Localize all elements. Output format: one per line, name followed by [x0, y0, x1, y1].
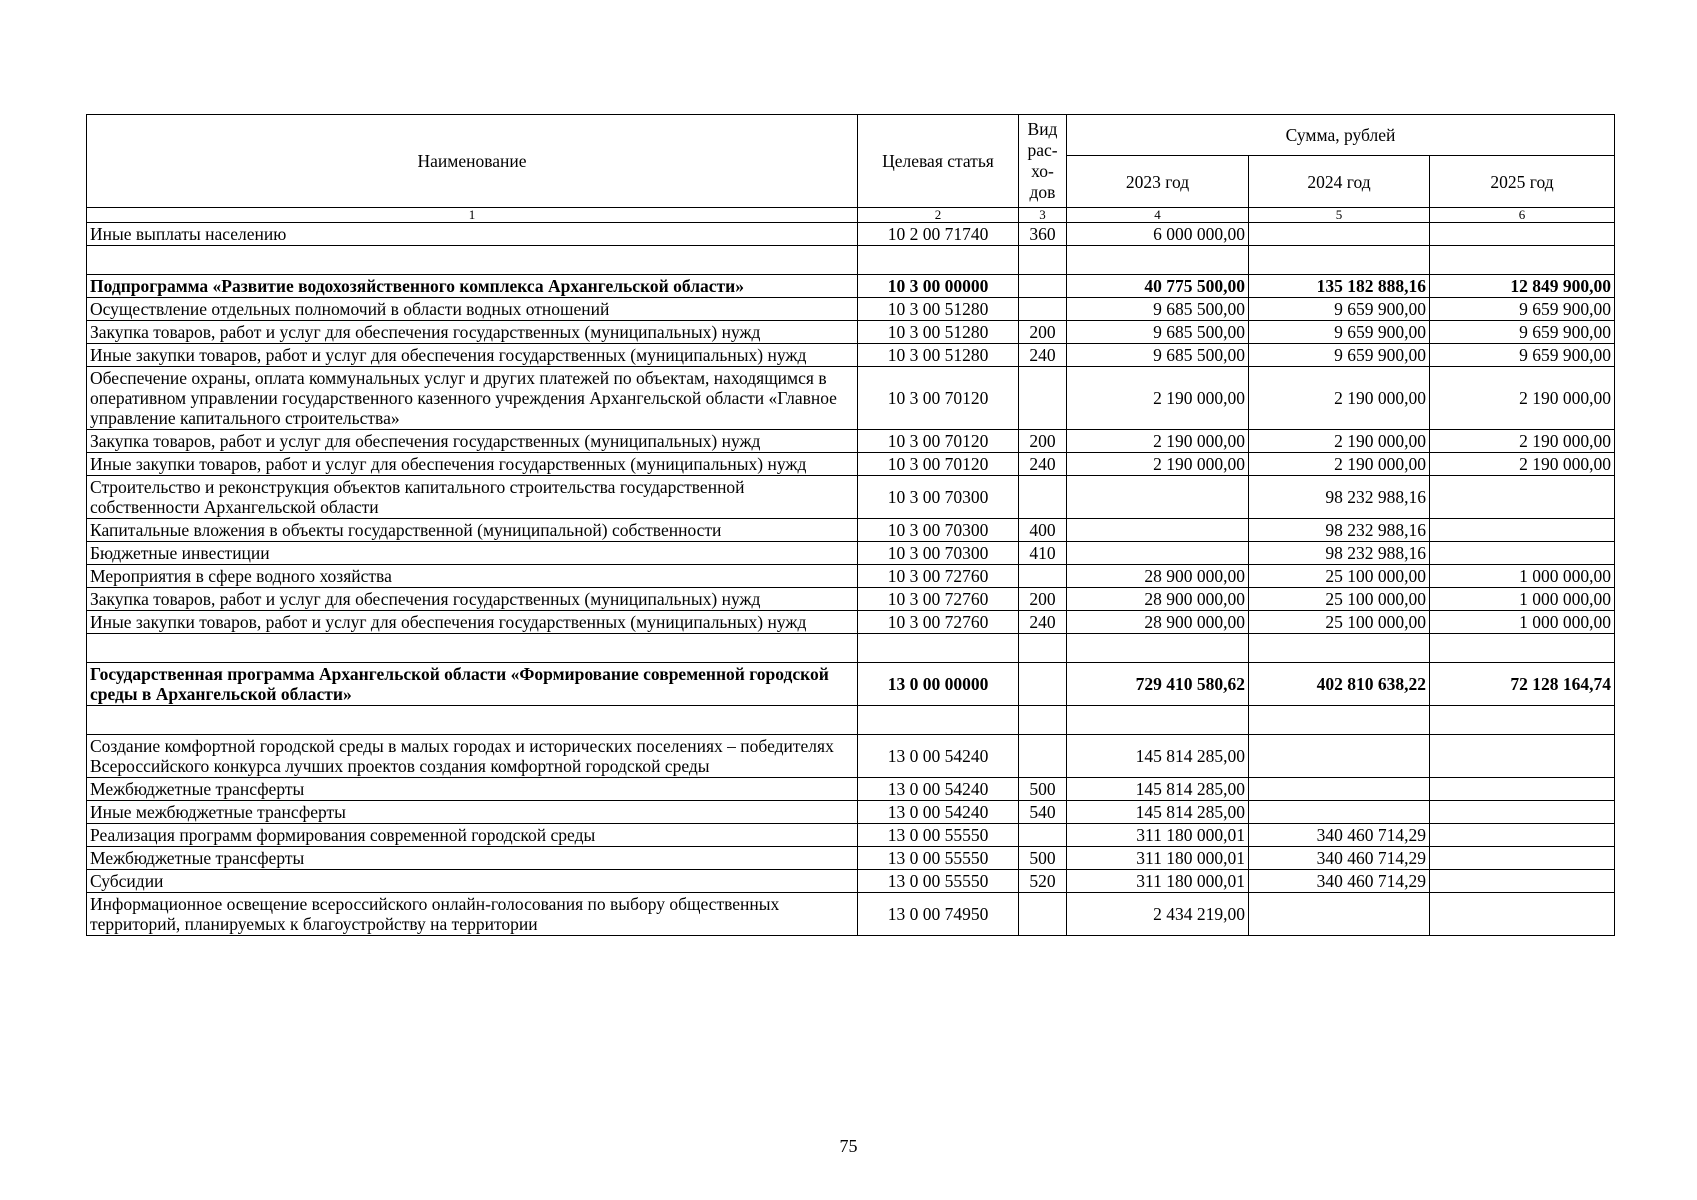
header-year-2025: 2025 год [1430, 156, 1615, 208]
cell-code: 10 3 00 70300 [858, 476, 1019, 519]
cell-code: 10 3 00 00000 [858, 275, 1019, 298]
cell-sum-2023 [1067, 476, 1249, 519]
blank-cell [858, 706, 1019, 735]
blank-row [87, 246, 1615, 275]
cell-vid [1019, 735, 1067, 778]
cell-name: Капитальные вложения в объекты государственной (муниципальной) собственности [87, 519, 858, 542]
blank-cell [1067, 634, 1249, 663]
table-row [87, 367, 1615, 430]
cell-name: Подпрограмма «Развитие водохозяйственного комплекса Архангельской области» [87, 275, 858, 298]
cell-sum-2025: 1 000 000,00 [1430, 611, 1615, 634]
table-row [87, 565, 1615, 588]
header-code: Целевая статья [858, 115, 1019, 208]
column-number: 3 [1019, 208, 1067, 223]
cell-sum-2024: 98 232 988,16 [1249, 476, 1430, 519]
cell-sum-2023: 28 900 000,00 [1067, 588, 1249, 611]
cell-sum-2023: 311 180 000,01 [1067, 847, 1249, 870]
cell-code: 10 3 00 72760 [858, 611, 1019, 634]
cell-name: Иные выплаты населению [87, 223, 858, 246]
cell-sum-2023: 9 685 500,00 [1067, 298, 1249, 321]
cell-code: 10 3 00 51280 [858, 344, 1019, 367]
header-vid-line: хо- [1031, 161, 1054, 181]
blank-row [87, 634, 1615, 663]
cell-sum-2024: 340 460 714,29 [1249, 824, 1430, 847]
cell-vid [1019, 298, 1067, 321]
cell-sum-2024 [1249, 801, 1430, 824]
cell-code: 10 3 00 51280 [858, 298, 1019, 321]
table-row [87, 735, 1615, 778]
table-row [87, 476, 1615, 519]
cell-vid [1019, 565, 1067, 588]
blank-cell [1249, 634, 1430, 663]
cell-sum-2024: 2 190 000,00 [1249, 367, 1430, 430]
header-vid-line: рас- [1027, 140, 1058, 160]
cell-name: Закупка товаров, работ и услуг для обеспечения государственных (муниципальных) нужд [87, 430, 858, 453]
cell-vid [1019, 824, 1067, 847]
cell-vid: 240 [1019, 453, 1067, 476]
cell-vid [1019, 663, 1067, 706]
cell-sum-2023: 2 434 219,00 [1067, 893, 1249, 936]
cell-sum-2023: 40 775 500,00 [1067, 275, 1249, 298]
column-number: 5 [1249, 208, 1430, 223]
cell-vid [1019, 367, 1067, 430]
cell-vid [1019, 476, 1067, 519]
cell-name: Создание комфортной городской среды в малых городах и исторических поселениях – победителях Всероссийского конкурса лучших проектов создания комфортной городской среды [87, 735, 858, 778]
cell-sum-2024: 9 659 900,00 [1249, 321, 1430, 344]
cell-sum-2023: 2 190 000,00 [1067, 367, 1249, 430]
cell-vid: 200 [1019, 430, 1067, 453]
cell-sum-2024: 98 232 988,16 [1249, 519, 1430, 542]
cell-sum-2024: 25 100 000,00 [1249, 611, 1430, 634]
cell-sum-2025 [1430, 847, 1615, 870]
cell-sum-2024: 98 232 988,16 [1249, 542, 1430, 565]
cell-vid [1019, 893, 1067, 936]
blank-cell [1067, 706, 1249, 735]
cell-code: 13 0 00 54240 [858, 778, 1019, 801]
cell-sum-2025: 72 128 164,74 [1430, 663, 1615, 706]
cell-code: 10 3 00 72760 [858, 588, 1019, 611]
cell-sum-2023 [1067, 542, 1249, 565]
cell-sum-2025 [1430, 519, 1615, 542]
column-number: 2 [858, 208, 1019, 223]
cell-sum-2025 [1430, 870, 1615, 893]
cell-sum-2023: 9 685 500,00 [1067, 344, 1249, 367]
cell-vid: 200 [1019, 588, 1067, 611]
table-row [87, 223, 1615, 246]
cell-name: Межбюджетные трансферты [87, 778, 858, 801]
cell-sum-2025: 9 659 900,00 [1430, 298, 1615, 321]
cell-name: Реализация программ формирования современной городской среды [87, 824, 858, 847]
cell-code: 13 0 00 00000 [858, 663, 1019, 706]
cell-vid [1019, 275, 1067, 298]
cell-sum-2025: 2 190 000,00 [1430, 367, 1615, 430]
cell-sum-2024: 340 460 714,29 [1249, 870, 1430, 893]
section-total-row [87, 663, 1615, 706]
cell-sum-2023: 2 190 000,00 [1067, 453, 1249, 476]
cell-sum-2024 [1249, 893, 1430, 936]
cell-sum-2025: 9 659 900,00 [1430, 344, 1615, 367]
cell-vid: 200 [1019, 321, 1067, 344]
cell-sum-2025: 2 190 000,00 [1430, 453, 1615, 476]
cell-code: 13 0 00 54240 [858, 735, 1019, 778]
cell-sum-2023: 6 000 000,00 [1067, 223, 1249, 246]
cell-sum-2025 [1430, 778, 1615, 801]
blank-cell [1067, 246, 1249, 275]
blank-cell [87, 706, 858, 735]
cell-sum-2023: 311 180 000,01 [1067, 824, 1249, 847]
cell-code: 10 3 00 70120 [858, 367, 1019, 430]
blank-cell [87, 634, 858, 663]
cell-sum-2024 [1249, 223, 1430, 246]
header-vid-line: Вид [1027, 119, 1058, 139]
cell-sum-2023 [1067, 519, 1249, 542]
cell-sum-2025: 9 659 900,00 [1430, 321, 1615, 344]
cell-code: 10 3 00 72760 [858, 565, 1019, 588]
cell-sum-2024: 402 810 638,22 [1249, 663, 1430, 706]
cell-name: Бюджетные инвестиции [87, 542, 858, 565]
cell-sum-2025: 1 000 000,00 [1430, 565, 1615, 588]
blank-cell [1249, 246, 1430, 275]
cell-code: 10 3 00 70300 [858, 519, 1019, 542]
cell-sum-2024: 9 659 900,00 [1249, 344, 1430, 367]
cell-sum-2025 [1430, 824, 1615, 847]
table-row [87, 321, 1615, 344]
table-header [87, 115, 1615, 223]
cell-vid: 410 [1019, 542, 1067, 565]
cell-vid: 500 [1019, 847, 1067, 870]
table-row [87, 542, 1615, 565]
cell-name: Закупка товаров, работ и услуг для обеспечения государственных (муниципальных) нужд [87, 321, 858, 344]
cell-name: Иные межбюджетные трансферты [87, 801, 858, 824]
cell-vid: 400 [1019, 519, 1067, 542]
blank-row [87, 706, 1615, 735]
cell-code: 13 0 00 55550 [858, 824, 1019, 847]
cell-sum-2024 [1249, 778, 1430, 801]
cell-sum-2023: 2 190 000,00 [1067, 430, 1249, 453]
header-vid [1019, 115, 1067, 208]
table-row [87, 453, 1615, 476]
cell-sum-2024: 25 100 000,00 [1249, 565, 1430, 588]
table-row [87, 519, 1615, 542]
blank-cell [1019, 246, 1067, 275]
column-numbers-row [87, 208, 1615, 223]
cell-sum-2024: 135 182 888,16 [1249, 275, 1430, 298]
cell-vid: 240 [1019, 611, 1067, 634]
cell-sum-2023: 9 685 500,00 [1067, 321, 1249, 344]
cell-sum-2025: 1 000 000,00 [1430, 588, 1615, 611]
cell-sum-2023: 28 900 000,00 [1067, 565, 1249, 588]
cell-name: Обеспечение охраны, оплата коммунальных услуг и других платежей по объектам, находящимся в оперативном управлении государственного казенного учреждения Архангельской области «Главное управление капитального строительства» [87, 367, 858, 430]
cell-sum-2023: 145 814 285,00 [1067, 735, 1249, 778]
section-total-row [87, 275, 1615, 298]
cell-name: Мероприятия в сфере водного хозяйства [87, 565, 858, 588]
cell-vid: 500 [1019, 778, 1067, 801]
cell-code: 10 3 00 70120 [858, 430, 1019, 453]
blank-cell [1430, 634, 1615, 663]
cell-code: 10 3 00 51280 [858, 321, 1019, 344]
table-row [87, 344, 1615, 367]
column-number: 6 [1430, 208, 1615, 223]
cell-sum-2025 [1430, 893, 1615, 936]
cell-vid: 360 [1019, 223, 1067, 246]
cell-vid: 540 [1019, 801, 1067, 824]
cell-sum-2023: 729 410 580,62 [1067, 663, 1249, 706]
cell-sum-2025 [1430, 476, 1615, 519]
cell-sum-2025 [1430, 223, 1615, 246]
cell-name: Иные закупки товаров, работ и услуг для обеспечения государственных (муниципальных) нужд [87, 611, 858, 634]
blank-cell [858, 246, 1019, 275]
cell-name: Государственная программа Архангельской области «Формирование современной городской среды в Архангельской области» [87, 663, 858, 706]
cell-sum-2025: 12 849 900,00 [1430, 275, 1615, 298]
table-row [87, 893, 1615, 936]
cell-sum-2024: 2 190 000,00 [1249, 453, 1430, 476]
header-vid-line: дов [1029, 182, 1056, 202]
cell-sum-2025: 2 190 000,00 [1430, 430, 1615, 453]
header-sum: Сумма, рублей [1067, 115, 1615, 156]
cell-code: 13 0 00 55550 [858, 870, 1019, 893]
cell-name: Межбюджетные трансферты [87, 847, 858, 870]
cell-vid: 520 [1019, 870, 1067, 893]
column-number: 1 [87, 208, 858, 223]
cell-name: Информационное освещение всероссийского онлайн-голосования по выбору общественных территорий, планируемых к благоустройству на территории [87, 893, 858, 936]
table-row [87, 298, 1615, 321]
table-row [87, 824, 1615, 847]
cell-sum-2023: 145 814 285,00 [1067, 801, 1249, 824]
cell-name: Закупка товаров, работ и услуг для обеспечения государственных (муниципальных) нужд [87, 588, 858, 611]
page-number: 75 [839, 1136, 858, 1156]
cell-name: Иные закупки товаров, работ и услуг для обеспечения государственных (муниципальных) нужд [87, 453, 858, 476]
cell-sum-2025 [1430, 801, 1615, 824]
table-row [87, 588, 1615, 611]
cell-code: 13 0 00 54240 [858, 801, 1019, 824]
column-number: 4 [1067, 208, 1249, 223]
table-row [87, 870, 1615, 893]
blank-cell [87, 246, 858, 275]
cell-name: Иные закупки товаров, работ и услуг для обеспечения государственных (муниципальных) нужд [87, 344, 858, 367]
budget-table [86, 114, 1615, 936]
cell-code: 10 3 00 70120 [858, 453, 1019, 476]
cell-name: Осуществление отдельных полномочий в области водных отношений [87, 298, 858, 321]
table-row [87, 847, 1615, 870]
cell-name: Субсидии [87, 870, 858, 893]
cell-sum-2024 [1249, 735, 1430, 778]
header-year-2024: 2024 год [1249, 156, 1430, 208]
header-year-2023: 2023 год [1067, 156, 1249, 208]
cell-vid: 240 [1019, 344, 1067, 367]
cell-name: Строительство и реконструкция объектов капитального строительства государственной собственности Архангельской области [87, 476, 858, 519]
blank-cell [858, 634, 1019, 663]
cell-sum-2024: 340 460 714,29 [1249, 847, 1430, 870]
cell-code: 13 0 00 74950 [858, 893, 1019, 936]
blank-cell [1430, 706, 1615, 735]
cell-sum-2024: 9 659 900,00 [1249, 298, 1430, 321]
cell-sum-2024: 2 190 000,00 [1249, 430, 1430, 453]
cell-sum-2025 [1430, 735, 1615, 778]
blank-cell [1430, 246, 1615, 275]
cell-code: 10 3 00 70300 [858, 542, 1019, 565]
cell-sum-2025 [1430, 542, 1615, 565]
table-row [87, 778, 1615, 801]
cell-sum-2023: 311 180 000,01 [1067, 870, 1249, 893]
cell-sum-2023: 28 900 000,00 [1067, 611, 1249, 634]
blank-cell [1249, 706, 1430, 735]
table-row [87, 801, 1615, 824]
table-row [87, 611, 1615, 634]
cell-code: 10 2 00 71740 [858, 223, 1019, 246]
blank-cell [1019, 706, 1067, 735]
cell-code: 13 0 00 55550 [858, 847, 1019, 870]
header-name: Наименование [87, 115, 858, 208]
table-body [87, 223, 1615, 936]
blank-cell [1019, 634, 1067, 663]
table-row [87, 430, 1615, 453]
cell-sum-2023: 145 814 285,00 [1067, 778, 1249, 801]
cell-sum-2024: 25 100 000,00 [1249, 588, 1430, 611]
